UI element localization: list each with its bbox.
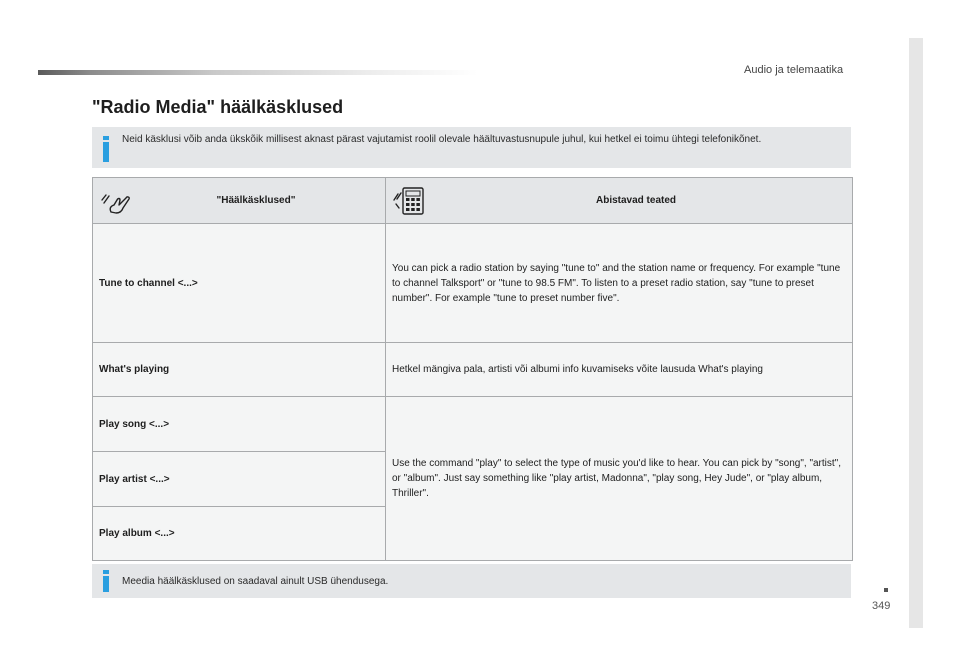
header-messages-label: Abistavad teated [595,195,677,206]
page-number: 349 [872,600,891,612]
header-rule [38,70,478,75]
voice-command-table [92,177,853,561]
header-commands [93,178,386,224]
help-cell: Hetkel mängiva pala, artisti või albumi info kuvamiseks võite lausuda What's playing [386,343,853,397]
table-row [93,397,853,452]
header-messages [386,178,853,224]
command-cell: Play album <...> [93,507,386,561]
voice-hand-icon [99,184,133,218]
voice-hand-keypad-icon [392,184,426,218]
command-cell: Tune to channel <...> [93,224,386,343]
info-note-top [92,127,851,168]
command-cell: What's playing [93,343,386,397]
table-header-row [93,178,853,224]
table-row [93,224,853,343]
info-note-bottom [92,564,851,598]
info-note-top-text: Neid käsklusi võib anda ükskõik millisest aknast pärast vajutamist roolil olevale häältuvastusnupule juhul, kui hetkel ei toimu ühtegi telefonikõnet. [122,134,762,145]
help-cell: You can pick a radio station by saying "tune to" and the station name or frequency. For example "tune to channel Talksport" or "tune to 98.5 FM". To listen to a preset radio station, say "tune to preset number". For example "tune to preset number five". [386,224,853,343]
section-label: Audio ja telemaatika [744,64,844,76]
help-cell-play: Use the command "play" to select the type of music you'd like to hear. You can pick by "song", "artist", or "album". Just say something like "play artist, Madonna", "play song, Hey Jude", or "play album, Thriller". [386,397,853,561]
command-cell: Play song <...> [93,397,386,452]
info-icon [102,136,110,162]
page-marker [884,588,888,592]
info-note-bottom-text: Meedia häälkäsklused on saadaval ainult USB ühendusega. [122,576,389,587]
info-icon [102,570,110,592]
command-cell: Play artist <...> [93,452,386,507]
header-commands-label: "Häälkäsklused" [216,195,296,206]
page-edge-strip [909,38,923,628]
table-row [93,343,853,397]
page-title: "Radio Media" häälkäsklused [92,97,344,117]
